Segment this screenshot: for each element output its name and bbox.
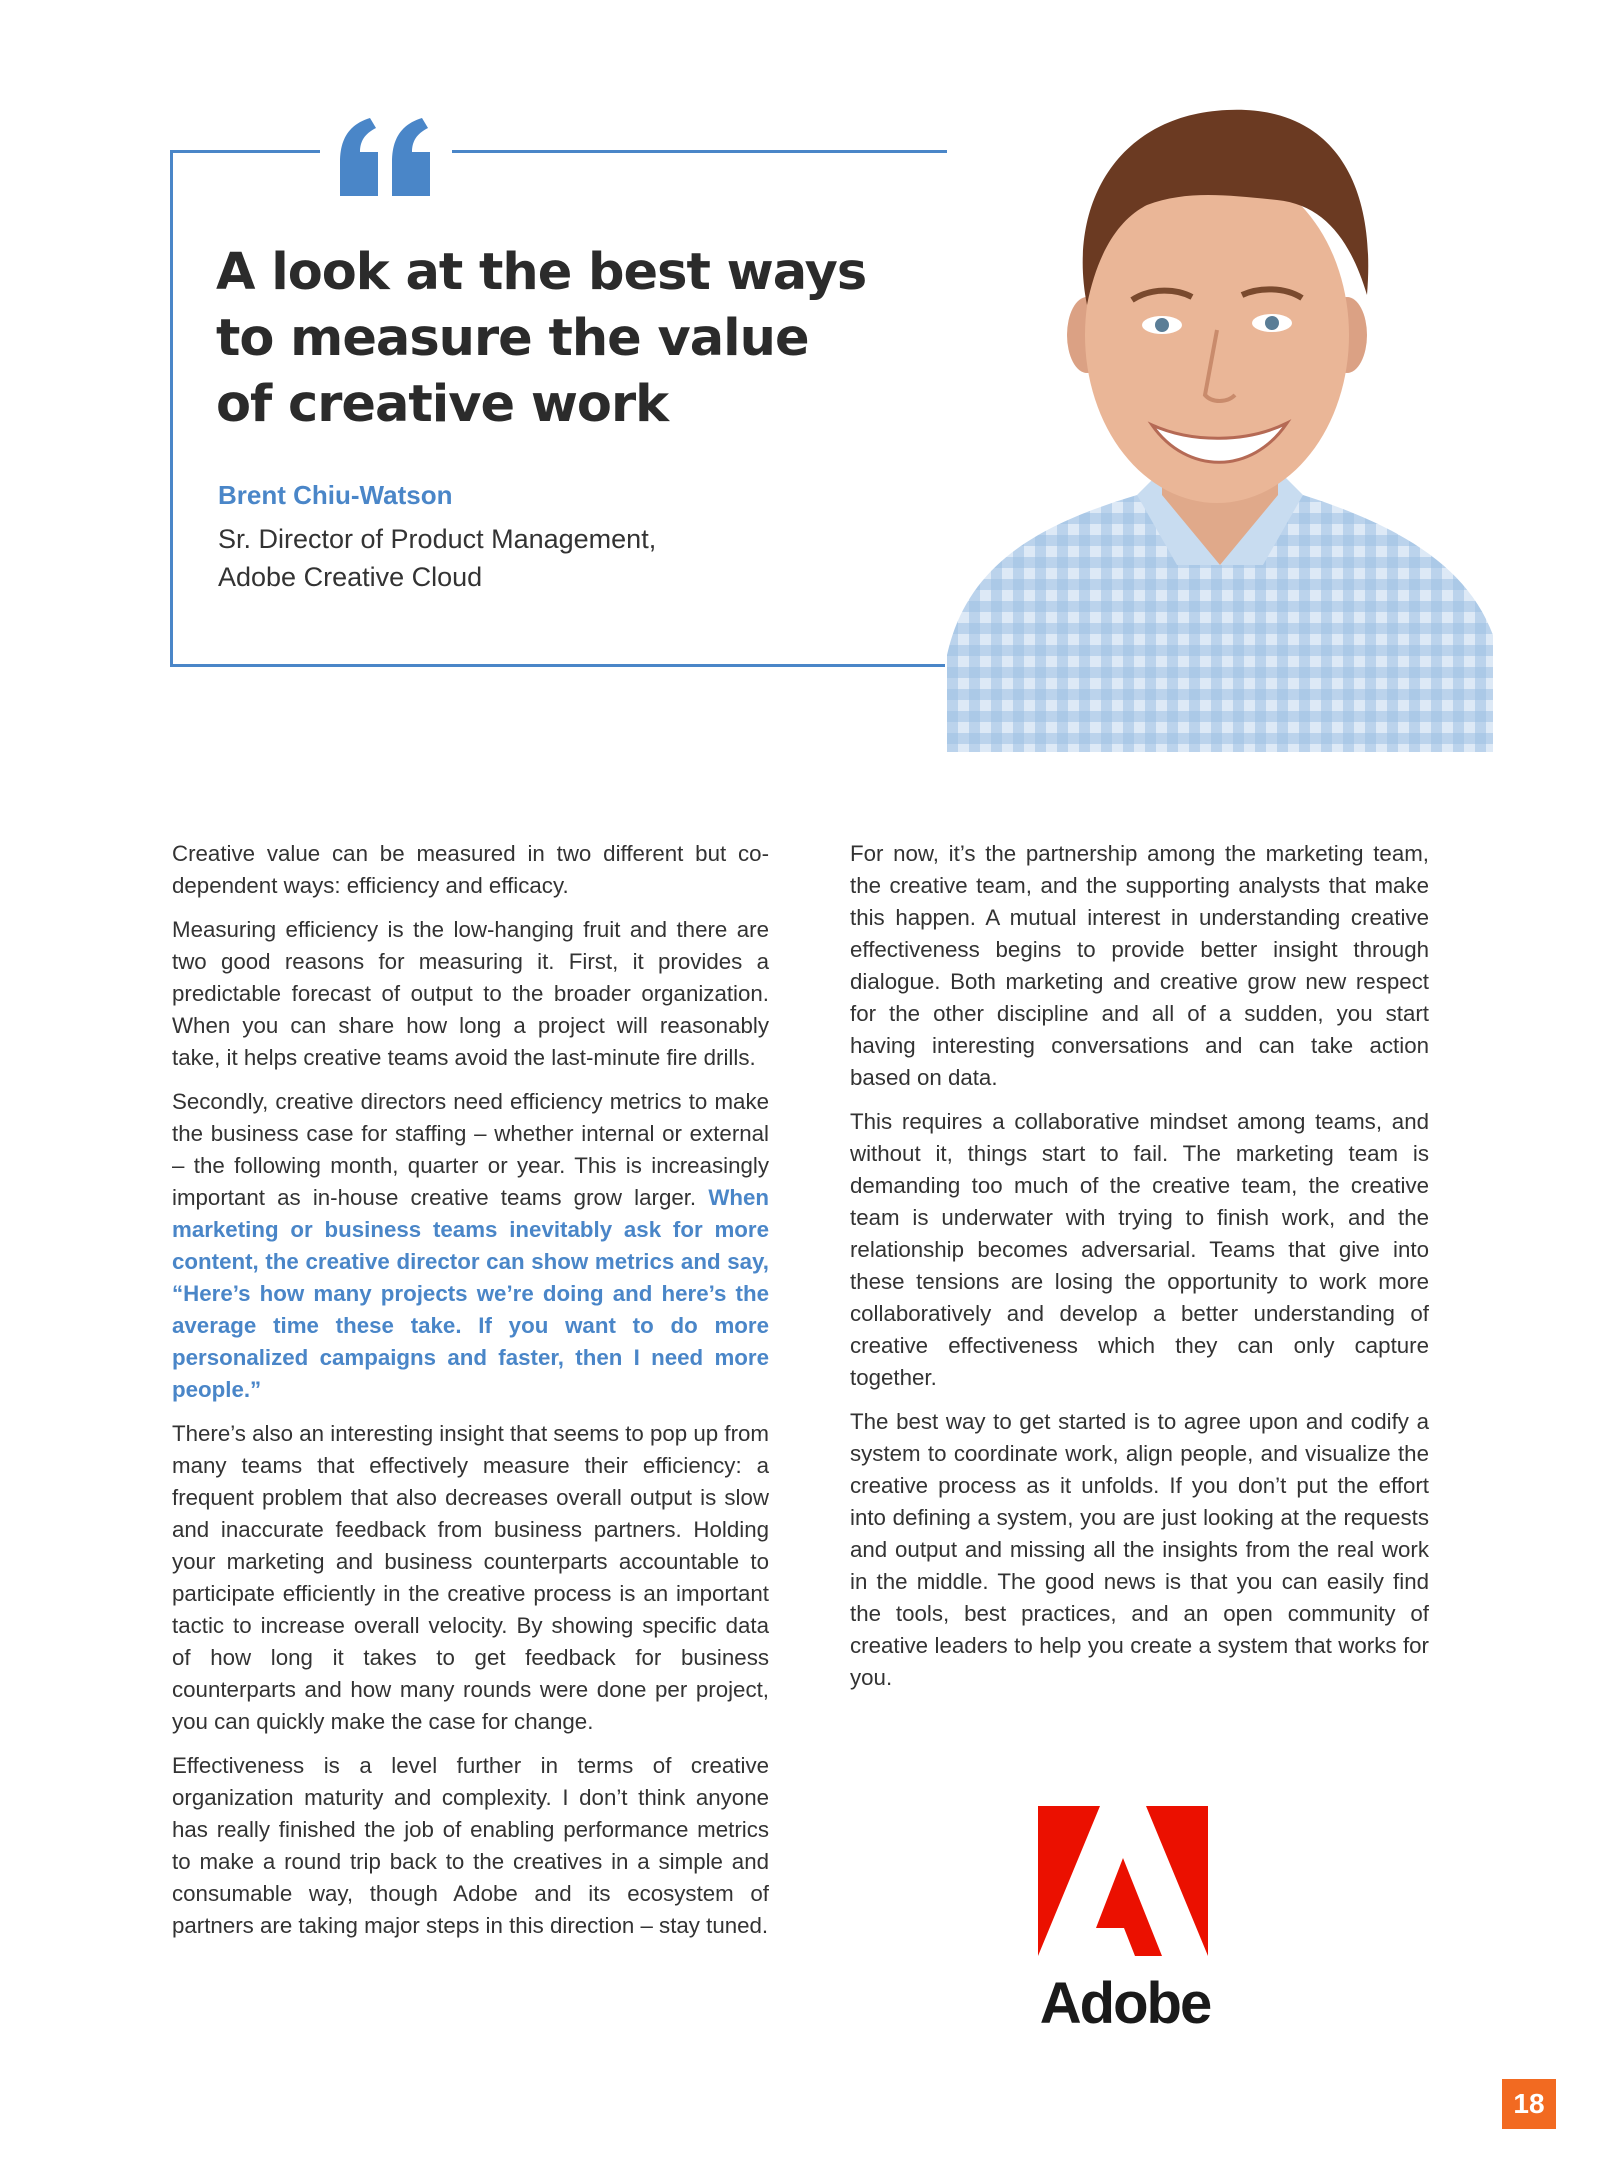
author-title-line-1: Sr. Director of Product Management, — [218, 524, 657, 554]
paragraph: Creative value can be measured in two different but co-dependent ways: efficiency and efficacy. — [172, 841, 769, 898]
paragraph: The best way to get started is to agree upon and codify a system to coordinate work, align people, and visualize the creative process as it unfolds. If you don’t put the effort into defining a system, you are just looking at the requests and output and missing all the insights from the real work in the middle. The good news is that you can easily find the tools, best practices, and an open community of creative leaders to help you create a system that works for you. — [850, 1409, 1429, 1690]
highlighted-quote: When marketing or business teams inevitably ask for more content, the creative director can show metrics and say, “Here’s how many projects we’re doing and here’s the average time these take. If you want to do more personalized campaigns and faster, then I need more people.” — [172, 1185, 769, 1402]
quote-mark-icon — [336, 112, 436, 202]
adobe-wordmark: Adobe — [1039, 1971, 1211, 2036]
author-title-line-2: Adobe Creative Cloud — [218, 562, 483, 592]
page-title: A look at the best ways to measure the value of creative work — [216, 243, 867, 434]
paragraph-text: Secondly, creative directors need efficiency metrics to make the business case for staffing – whether internal or external – the following month, quarter or year. This is increasingly important as in-house creative teams grow larger. — [172, 1089, 769, 1210]
author-portrait — [947, 95, 1493, 752]
author-role — [218, 520, 656, 596]
header-frame-top-line-right — [452, 150, 947, 153]
paragraph: Measuring efficiency is the low-hanging fruit and there are two good reasons for measuring it. First, it provides a predictable forecast of output to the broader organization. When you can share how long a project will reasonably take, it helps creative teams avoid the last-minute fire drills. — [172, 917, 769, 1070]
paragraph: There’s also an interesting insight that seems to pop up from many teams that effectively measure their efficiency: a frequent problem that also decreases overall output is slow and inaccurate feedback from business partners. Holding your marketing and business counterparts accountable to participate efficiently in the creative process is an important tactic to increase overall velocity. By showing specific data of how long it takes to get feedback for business counterparts and how many rounds were done per project, you can quickly make the case for change. — [172, 1421, 769, 1734]
paragraph: Effectiveness is a level further in terms of creative organization maturity and complexity. I don’t think anyone has really finished the job of enabling performance metrics to make a round trip back to the creatives in a simple and consumable way, though Adobe and its ecosystem of partners are taking major steps in this direction – stay tuned. — [172, 1753, 769, 1938]
header-frame-top-line-left — [170, 150, 320, 153]
paragraph: For now, it’s the partnership among the marketing team, the creative team, and the supporting analysts that make this happen. A mutual interest in understanding creative effectiveness begins to provide better insight through dialogue. Both marketing and creative grow new respect for the other discipline and all of a sudden, you start having interesting conversations and can take action based on data. — [850, 841, 1429, 1090]
adobe-logo-icon — [1038, 1806, 1208, 1976]
article-column-left — [172, 838, 769, 1954]
author-name: Brent Chiu-Watson — [218, 480, 453, 510]
page-number-badge: 18 — [1502, 2079, 1556, 2129]
paragraph: This requires a collaborative mindset among teams, and without it, things start to fail. The marketing team is demanding too much of the creative team, the creative team is underwater with trying to finish work, and the relationship becomes adversarial. Teams that give into these tensions are losing the opportunity to work more collaboratively and develop a better understanding of creative effectiveness which they can only capture together. — [850, 1109, 1429, 1390]
paragraph-with-highlight — [172, 1086, 769, 1406]
article-column-right — [850, 838, 1429, 1706]
